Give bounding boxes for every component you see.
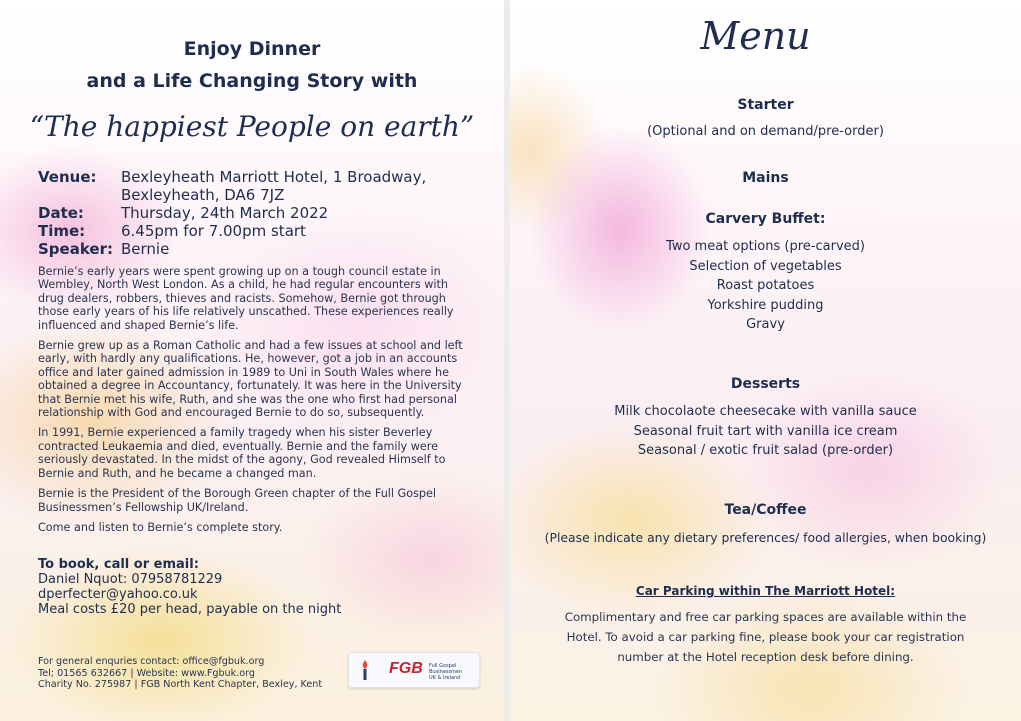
speaker-bio	[38, 265, 470, 541]
booking-cost: Meal costs £20 per head, payable on the night	[38, 602, 342, 617]
speaker-label: Speaker:	[38, 240, 113, 258]
menu-item: Seasonal / exotic fruit salad (pre-order)	[637, 443, 894, 458]
booking-heading: To book, call or email:	[38, 557, 199, 572]
logo-subtitle	[429, 663, 479, 681]
event-flyer-panel	[0, 0, 504, 721]
headline-line-1: Enjoy Dinner	[183, 38, 321, 60]
event-tagline: “The happiest People on earth”	[29, 110, 475, 143]
bio-paragraph: Bernie’s early years were spent growing up on a tough council estate in Wembley, North West London. As a child, he had regular encounters with drug dealers, robbers, thieves and racists. Somehow, Bernie got through those early years of his life relatively unscathed. These experiences really influenced and shaped Bernie’s life.	[38, 265, 454, 332]
footer-line: For general enquries contact: office@fgbuk.org	[38, 656, 265, 667]
starter-heading: Starter	[737, 97, 794, 113]
tea-heading: Tea/Coffee	[724, 502, 807, 518]
mains-heading: Mains	[742, 170, 789, 186]
torch-icon	[357, 658, 373, 682]
date-label: Date:	[38, 204, 84, 222]
menu-item: Seasonal fruit tart with vanilla ice cream	[633, 423, 898, 439]
menu-item: Selection of vegetables	[689, 258, 842, 274]
menu-item: Milk chocolaote cheesecake with vanilla sauce	[614, 404, 917, 419]
carvery-list	[510, 237, 1021, 335]
date-value: Thursday, 24th March 2022	[121, 204, 329, 222]
logo-subtitle-line: UK & Ireland	[429, 675, 461, 681]
tea-note: (Please indicate any dietary preferences/ food allergies, when booking)	[544, 530, 987, 545]
menu-title: Menu	[700, 14, 811, 58]
booking-info	[38, 557, 341, 617]
parking-heading: Car Parking within The Marriott Hotel:	[635, 584, 896, 598]
time-value: 6.45pm for 7.00pm start	[121, 222, 306, 240]
carvery-heading: Carvery Buffet:	[705, 211, 826, 227]
logo-subtitle-line: Full Gospel Businessmen	[429, 663, 463, 675]
venue-value-2: Bexleyheath, DA6 7JZ	[121, 186, 285, 204]
bio-paragraph: Bernie grew up as a Roman Catholic and had a few issues at school and left early, with hardly any qualifications. He, however, got a job in an accounts office and later gained admission in 1989 to Uni in South Wales where he obtained a degree in Accountancy, fortunately. It was here in the University that Bernie met his wife, Ruth, and she was the one who first had personal relationship with God and encouraged Bernie to do so, subsequently.	[38, 339, 463, 420]
menu-item: Gravy	[746, 317, 785, 332]
bio-paragraph: In 1991, Bernie experienced a family tragedy when his sister Beverley contracted Leukaemia and died, eventually. Bernie and the family were seriously devastated. In the midst of the agony, God revealed Himself to Bernie and Ruth, and he became a changed man.	[38, 426, 446, 480]
bio-paragraph: Bernie is the President of the Borough Green chapter of the Full Gospel Businessmen’s Fellowship UK/Ireland.	[38, 487, 436, 514]
parking-line: Complimentary and free car parking spaces are available within the	[564, 610, 967, 624]
starter-note: (Optional and on demand/pre-order)	[647, 124, 884, 139]
bio-paragraph: Come and listen to Bernie’s complete story.	[38, 520, 283, 534]
speaker-value: Bernie	[121, 240, 170, 258]
logo-text: FGB	[389, 660, 423, 677]
menu-item: Yorkshire pudding	[707, 297, 824, 313]
booking-contact: Daniel Nquot: 07958781229	[38, 572, 223, 587]
menu-item: Roast potatoes	[716, 278, 815, 293]
desserts-list	[510, 402, 1021, 461]
booking-email[interactable]: dperfecter@yahoo.co.uk	[38, 587, 198, 602]
time-label: Time:	[38, 222, 86, 240]
menu-item: Two meat options (pre-carved)	[666, 239, 865, 254]
desserts-heading: Desserts	[730, 376, 801, 392]
parking-line: number at the Hotel reception desk before dining.	[617, 650, 914, 664]
footer-line: Tel; 01565 632667 | Website: www.Fgbuk.org	[38, 667, 255, 679]
menu-panel	[510, 0, 1021, 721]
venue-label: Venue:	[38, 168, 97, 186]
parking-text	[510, 607, 1021, 667]
footer-contact	[38, 656, 322, 691]
footer-line: Charity No. 275987 | FGB North Kent Chapter, Bexley, Kent	[38, 679, 323, 691]
parking-line: Hotel. To avoid a car parking fine, please book your car registration	[566, 630, 965, 644]
fgb-logo	[348, 652, 480, 688]
headline-line-2: and a Life Changing Story with	[86, 70, 418, 92]
venue-value: Bexleyheath Marriott Hotel, 1 Broadway,	[121, 168, 427, 186]
